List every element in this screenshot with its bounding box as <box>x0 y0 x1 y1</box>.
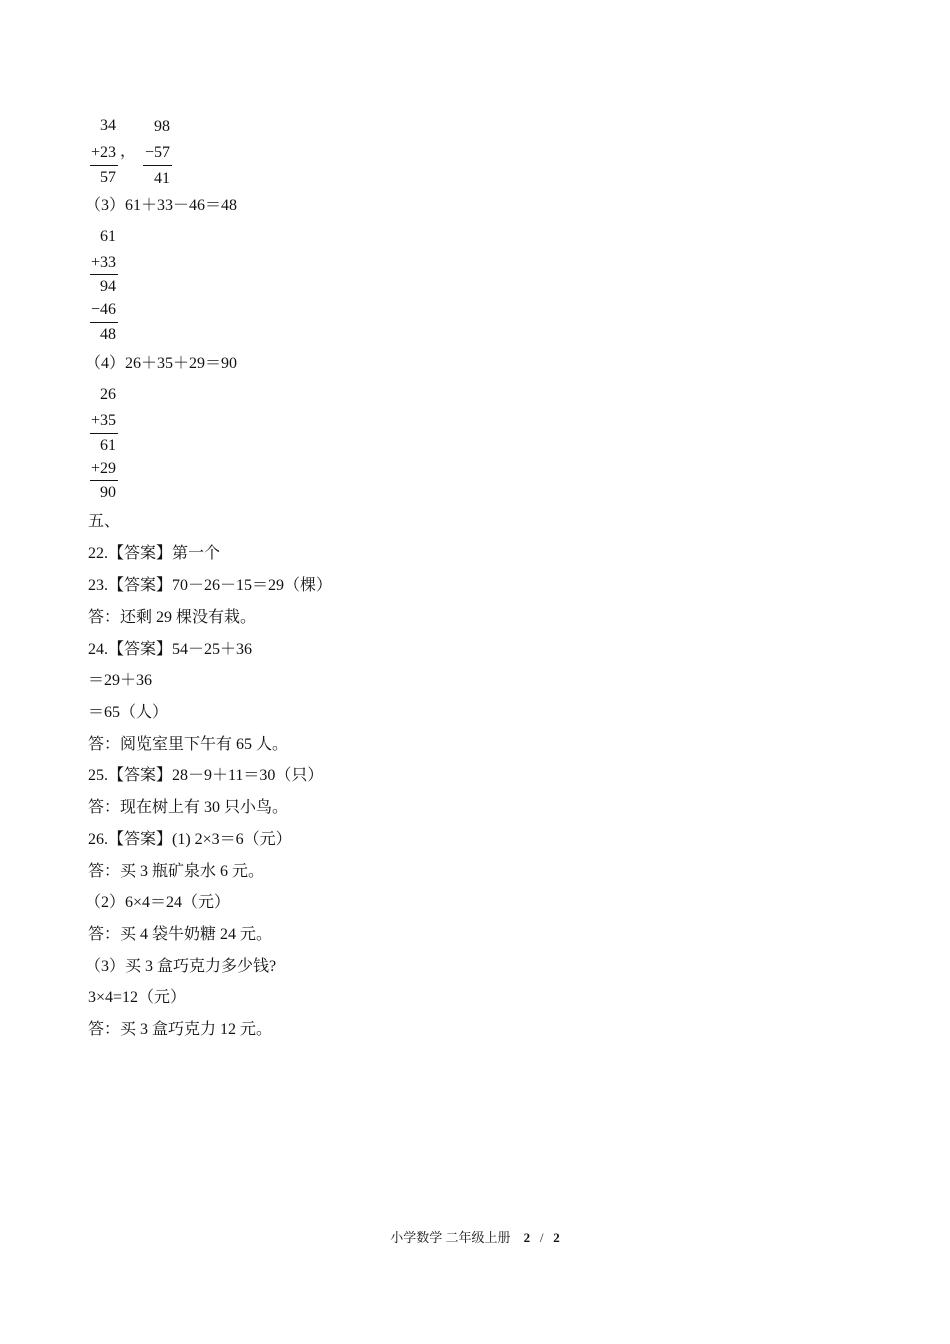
question-3-equation: （3）61＋33－46＝48 <box>85 197 238 214</box>
calc-d-operand3: +29 <box>90 460 116 477</box>
calc-c-intermediate: 94 <box>100 278 116 295</box>
answer-26-part-2: （2）6×4＝24（元） <box>85 894 231 911</box>
answer-24-step2: ＝65（人） <box>88 704 169 721</box>
answer-22: 22.【答案】第一个 <box>88 545 221 562</box>
calc-b-operand1: 98 <box>154 118 170 135</box>
footer-subject: 小学数学 二年级上册 <box>390 1230 511 1245</box>
answer-26: 26.【答案】(1) 2×3＝6（元） <box>88 831 292 848</box>
calc-c-rule2 <box>90 322 118 323</box>
footer-page-separator: / <box>539 1230 544 1245</box>
calc-c-result: 48 <box>100 326 116 343</box>
answer-26-statement-2: 答：买 4 袋牛奶糖 24 元。 <box>88 926 273 943</box>
calc-d-rule1 <box>90 433 118 434</box>
calc-b-result: 41 <box>154 170 170 187</box>
answer-24-step1: ＝29＋36 <box>88 672 153 689</box>
calc-d-operand2: +35 <box>90 412 116 429</box>
calc-a-rule <box>90 165 118 166</box>
footer-page-number: 2 <box>523 1230 531 1245</box>
calc-d-rule2 <box>90 480 118 481</box>
calc-separator: ， <box>120 143 137 160</box>
calc-c-rule1 <box>90 274 118 275</box>
answer-23-statement: 答：还剩 29 棵没有栽。 <box>88 609 257 626</box>
answer-24-statement: 答：阅览室里下午有 65 人。 <box>88 736 289 753</box>
question-4-equation: （4）26＋35＋29＝90 <box>85 355 238 372</box>
calc-d-operand1: 26 <box>100 386 116 403</box>
answer-25: 25.【答案】28－9＋11＝30（只） <box>88 767 324 784</box>
calc-c-operand3: −46 <box>90 301 116 318</box>
calc-a-operand1: 34 <box>100 117 116 134</box>
calc-d-intermediate: 61 <box>100 437 116 454</box>
answer-26-statement-1: 答：买 3 瓶矿泉水 6 元。 <box>88 863 265 880</box>
answer-26-statement-3: 答：买 3 盒巧克力 12 元。 <box>88 1021 273 1038</box>
section-five-heading: 五、 <box>88 513 121 530</box>
answer-26-part-3: （3）买 3 盒巧克力多少钱? <box>85 958 277 975</box>
answer-26-calc-3: 3×4=12（元） <box>88 989 187 1006</box>
calc-c-operand2: +33 <box>90 254 116 271</box>
page-footer <box>0 1229 950 1247</box>
calc-b-operand2: −57 <box>144 144 170 161</box>
calc-d-result: 90 <box>100 484 116 501</box>
calc-b-rule <box>143 165 172 166</box>
calc-a-result: 57 <box>100 169 116 186</box>
answer-25-statement: 答：现在树上有 30 只小鸟。 <box>88 799 289 816</box>
answer-23: 23.【答案】70－26－15＝29（棵） <box>88 577 333 594</box>
calc-a-operand2: +23 <box>90 144 116 161</box>
calc-c-operand1: 61 <box>100 228 116 245</box>
answer-24: 24.【答案】54－25＋36 <box>88 641 253 658</box>
footer-page-total: 2 <box>553 1230 560 1245</box>
